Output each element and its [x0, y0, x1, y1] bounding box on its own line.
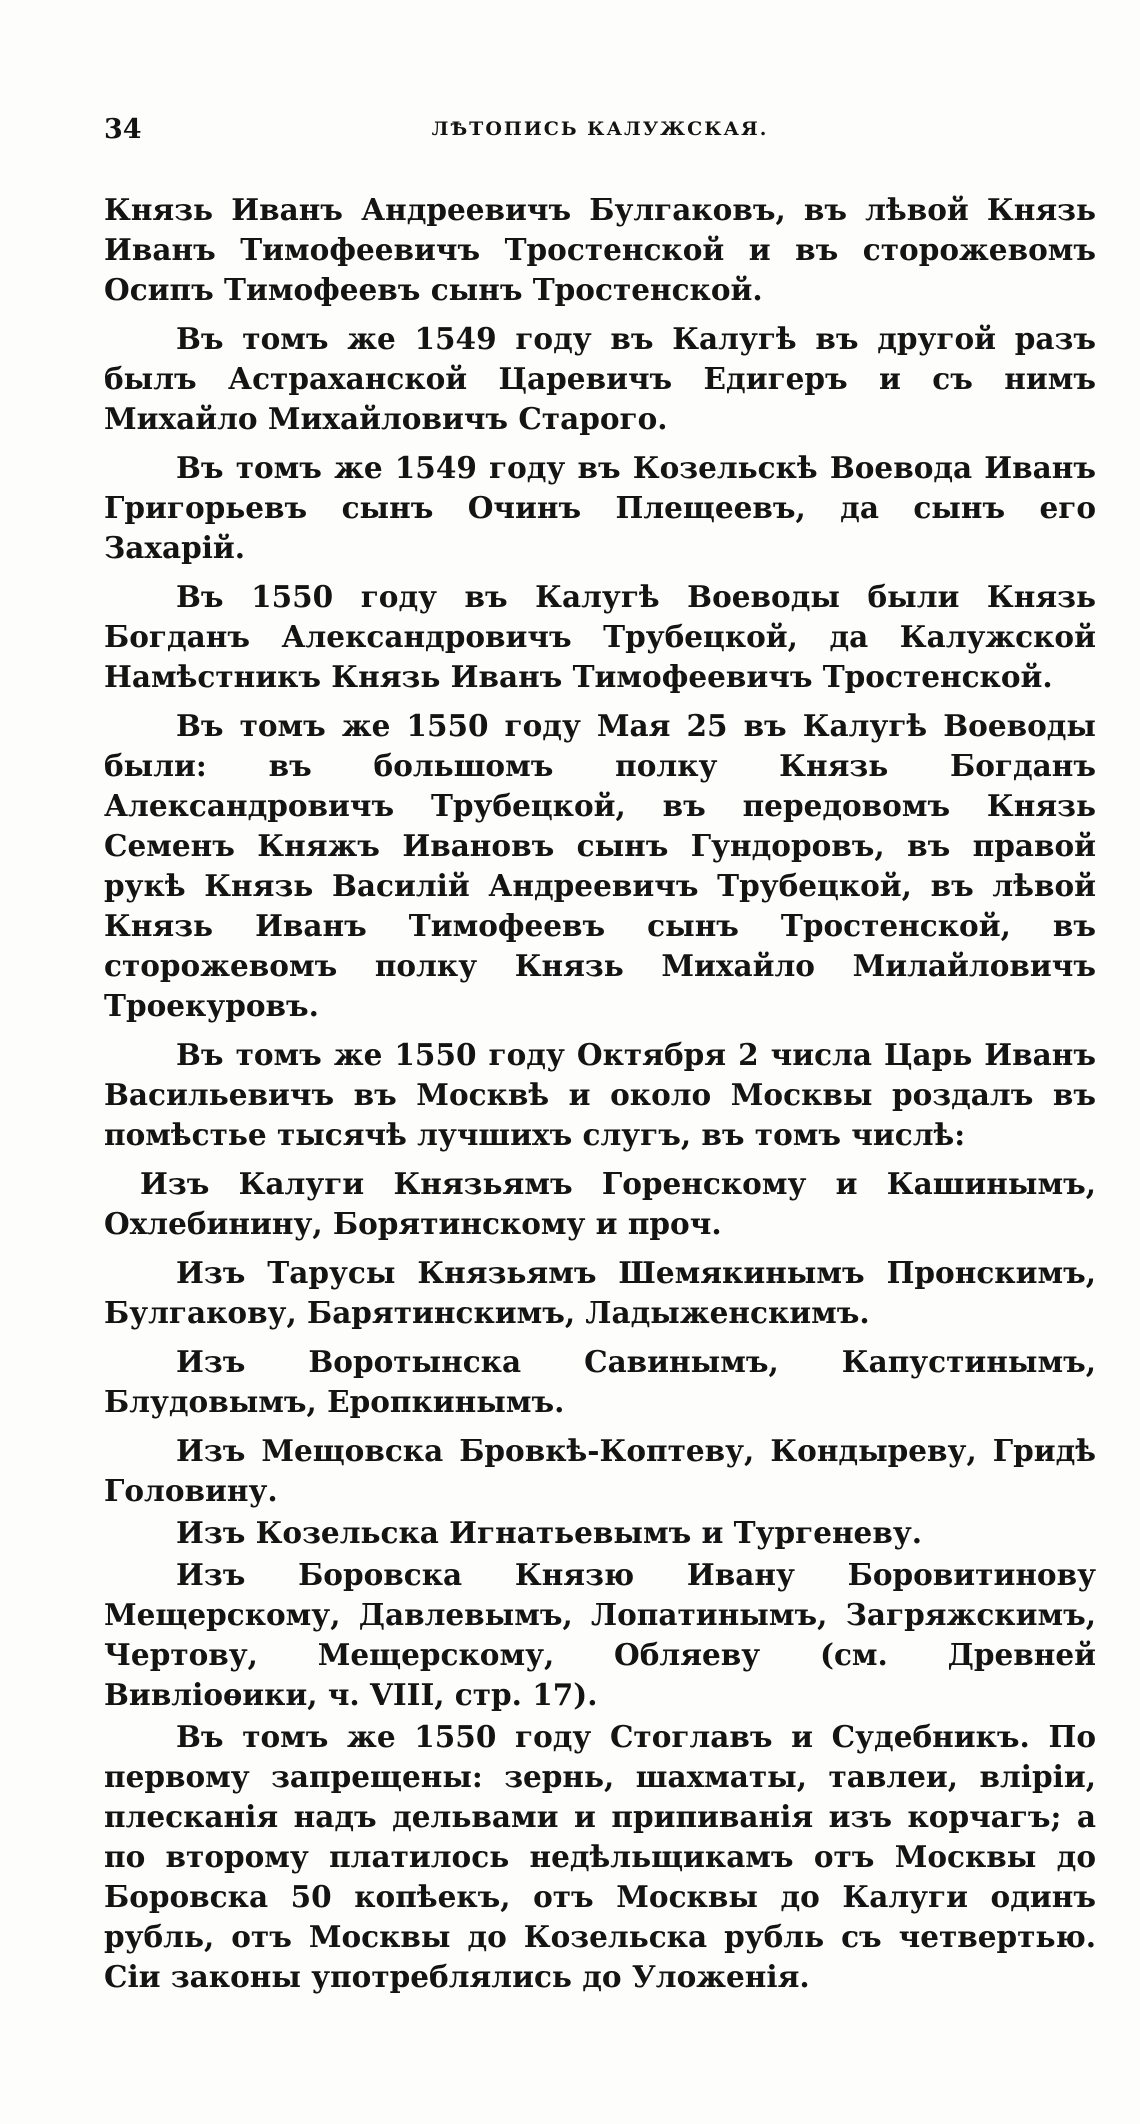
paragraph: Въ томъ же 1550 году Мая 25 въ Калугѣ Воеводы были: въ большомъ полку Князь Богданъ Александровичъ Трубецкой, въ передовомъ Князь Семенъ Княжъ Ивановъ сынъ Гундоровъ, въ правой рукѣ Князь Василій Андреевичъ Трубецкой, въ лѣвой Князь Иванъ Тимофеевъ сынъ Тростенской, въ сторожевомъ полку Князь Михайло Милайловичъ Троекуровъ.: [104, 708, 1096, 1023]
body-text: [104, 190, 1096, 2006]
paragraph: Изъ Мещовска Бровкѣ-Коптеву, Кондыреву, Гридѣ Головину.: [104, 1433, 1096, 1508]
paragraph: Въ томъ же 1550 году Стоглавъ и Судебникъ. По первому запрещены: зернь, шахматы, тавлеи, вліріи, плесканія надъ дельвами и припиванія изъ корчагъ; а по второму платилось недѣльщикамъ отъ Москвы до Боровска 50 копѣекъ, отъ Москвы до Калуги одинъ рубль, отъ Москвы до Козельска рубль съ четвертью. Сіи законы употреблялись до Уложенія.: [104, 1719, 1096, 1994]
paragraph: Въ томъ же 1549 году въ Козельскѣ Воевода Иванъ Григорьевъ сынъ Очинъ Плещеевъ, да сынъ его Захарій.: [104, 450, 1096, 565]
paragraph: Въ томъ же 1549 году въ Калугѣ въ другой разъ былъ Астраханской Царевичъ Едигеръ и съ нимъ Михайло Михайловичъ Старого.: [104, 321, 1096, 436]
paragraph: Изъ Козельска Игнатьевымъ и Тургеневу.: [176, 1515, 922, 1550]
paragraph: Изъ Боровска Князю Ивану Боровитинову Мещерскому, Давлевымъ, Лопатинымъ, Загряжскимъ, Чертову, Мещерскому, Обляеву (см. Древней Вивліоѳики, ч. VIII, стр. 17).: [104, 1557, 1096, 1712]
paragraph: Князь Иванъ Андреевичъ Булгаковъ, въ лѣвой Князь Иванъ Тимофеевичъ Тростенской и въ сторожевомъ Осипъ Тимофеевъ сынъ Тростенской.: [104, 192, 1096, 307]
paragraph: Изъ Воротынска Савинымъ, Капустинымъ, Блудовымъ, Еропкинымъ.: [104, 1344, 1096, 1419]
running-title: ЛѢТОПИСЬ КАЛУЖСКАЯ.: [431, 118, 769, 140]
paragraph: Изъ Калуги Князьямъ Горенскому и Кашинымъ, Охлебинину, Борятинскому и проч.: [104, 1166, 1096, 1241]
page-header: [104, 114, 1096, 154]
paragraph: Въ томъ же 1550 году Октября 2 числа Царь Иванъ Васильевичъ въ Москвѣ и около Москвы роздалъ въ помѣстье тысячѣ лучшихъ слугъ, въ томъ числѣ:: [104, 1037, 1096, 1152]
page-number: 34: [104, 114, 142, 145]
paragraph: Въ 1550 году въ Калугѣ Воеводы были Князь Богданъ Александровичъ Трубецкой, да Калужской Намѣстникъ Князь Иванъ Тимофеевичъ Тростенской.: [104, 579, 1096, 694]
paragraph: Изъ Тарусы Князьямъ Шемякинымъ Пронскимъ, Булгакову, Барятинскимъ, Ладыженскимъ.: [104, 1255, 1096, 1330]
